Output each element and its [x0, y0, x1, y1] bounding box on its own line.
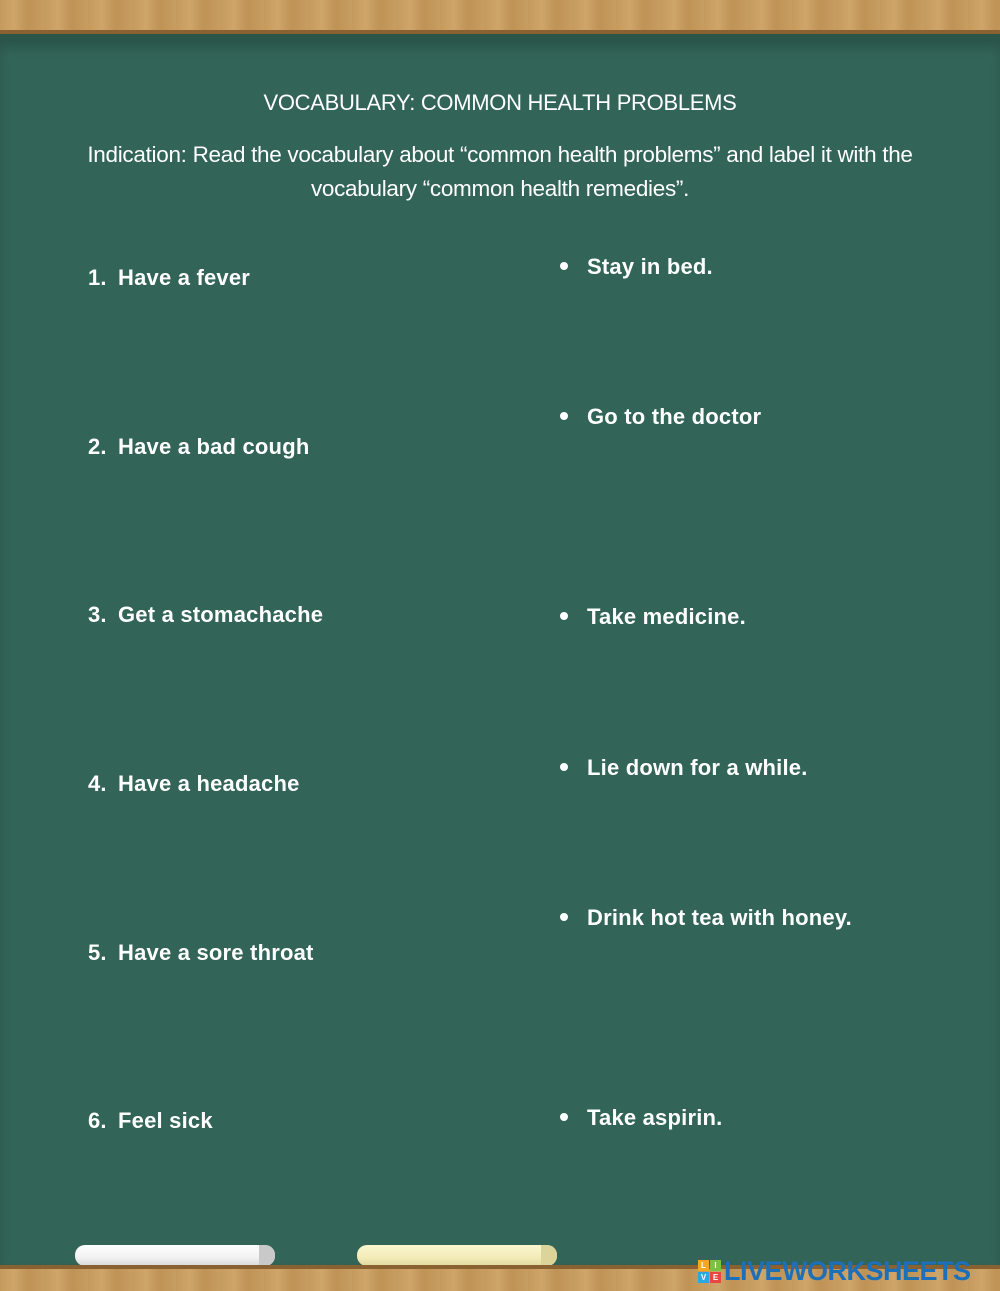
remedy-item[interactable] — [556, 254, 713, 280]
worksheet-title: VOCABULARY: COMMON HEALTH PROBLEMS — [263, 90, 737, 115]
remedy-item[interactable] — [556, 1105, 722, 1131]
logo-mark-letter: E — [710, 1272, 721, 1283]
bullet-icon — [560, 262, 568, 270]
problem-text: Have a fever — [118, 265, 251, 290]
wooden-frame-top — [0, 0, 1000, 34]
remedy-item[interactable] — [556, 604, 746, 630]
remedy-item[interactable] — [556, 404, 761, 430]
problem-number: 4. — [88, 771, 107, 796]
problem-number: 6. — [88, 1108, 107, 1133]
problem-item — [88, 940, 314, 966]
logo-mark-letter: V — [698, 1272, 709, 1283]
liveworksheets-logo[interactable] — [698, 1257, 971, 1285]
remedy-text: Take medicine. — [587, 604, 746, 629]
problem-item — [88, 602, 323, 628]
remedy-item[interactable] — [556, 755, 808, 781]
remedy-text: Drink hot tea with honey. — [587, 905, 852, 930]
problem-number: 2. — [88, 434, 107, 459]
bullet-icon — [560, 412, 568, 420]
problem-text: Have a headache — [118, 771, 300, 796]
problem-text: Have a bad cough — [118, 434, 310, 459]
problem-number: 3. — [88, 602, 107, 627]
remedy-text: Take aspirin. — [587, 1105, 723, 1130]
logo-mark-icon — [698, 1260, 721, 1283]
logo-text: LIVEWORKSHEETS — [724, 1256, 971, 1286]
logo-mark-letter: I — [710, 1260, 721, 1271]
remedy-item[interactable] — [556, 905, 852, 931]
bullet-icon — [560, 763, 568, 771]
remedy-text: Stay in bed. — [587, 254, 713, 279]
problem-item — [88, 771, 300, 797]
white-chalk-icon — [75, 1245, 275, 1266]
chalkboard — [0, 42, 1000, 1265]
logo-mark-letter: L — [698, 1260, 709, 1271]
yellow-chalk-icon — [357, 1245, 557, 1266]
remedy-text: Lie down for a while. — [587, 755, 808, 780]
remedy-text: Go to the doctor — [587, 404, 762, 429]
problem-number: 1. — [88, 265, 107, 290]
problem-item — [88, 1108, 213, 1134]
bullet-icon — [560, 1113, 568, 1121]
worksheet-indication: Indication: Read the vocabulary about “common health problems” and label it with the vocabulary “common health remedies”. — [87, 142, 913, 201]
bullet-icon — [560, 913, 568, 921]
problem-item — [88, 434, 309, 460]
problem-number: 5. — [88, 940, 107, 965]
bullet-icon — [560, 612, 568, 620]
problem-item — [88, 265, 250, 291]
problem-text: Feel sick — [118, 1108, 213, 1133]
problem-text: Have a sore throat — [118, 940, 314, 965]
problem-text: Get a stomachache — [118, 602, 324, 627]
